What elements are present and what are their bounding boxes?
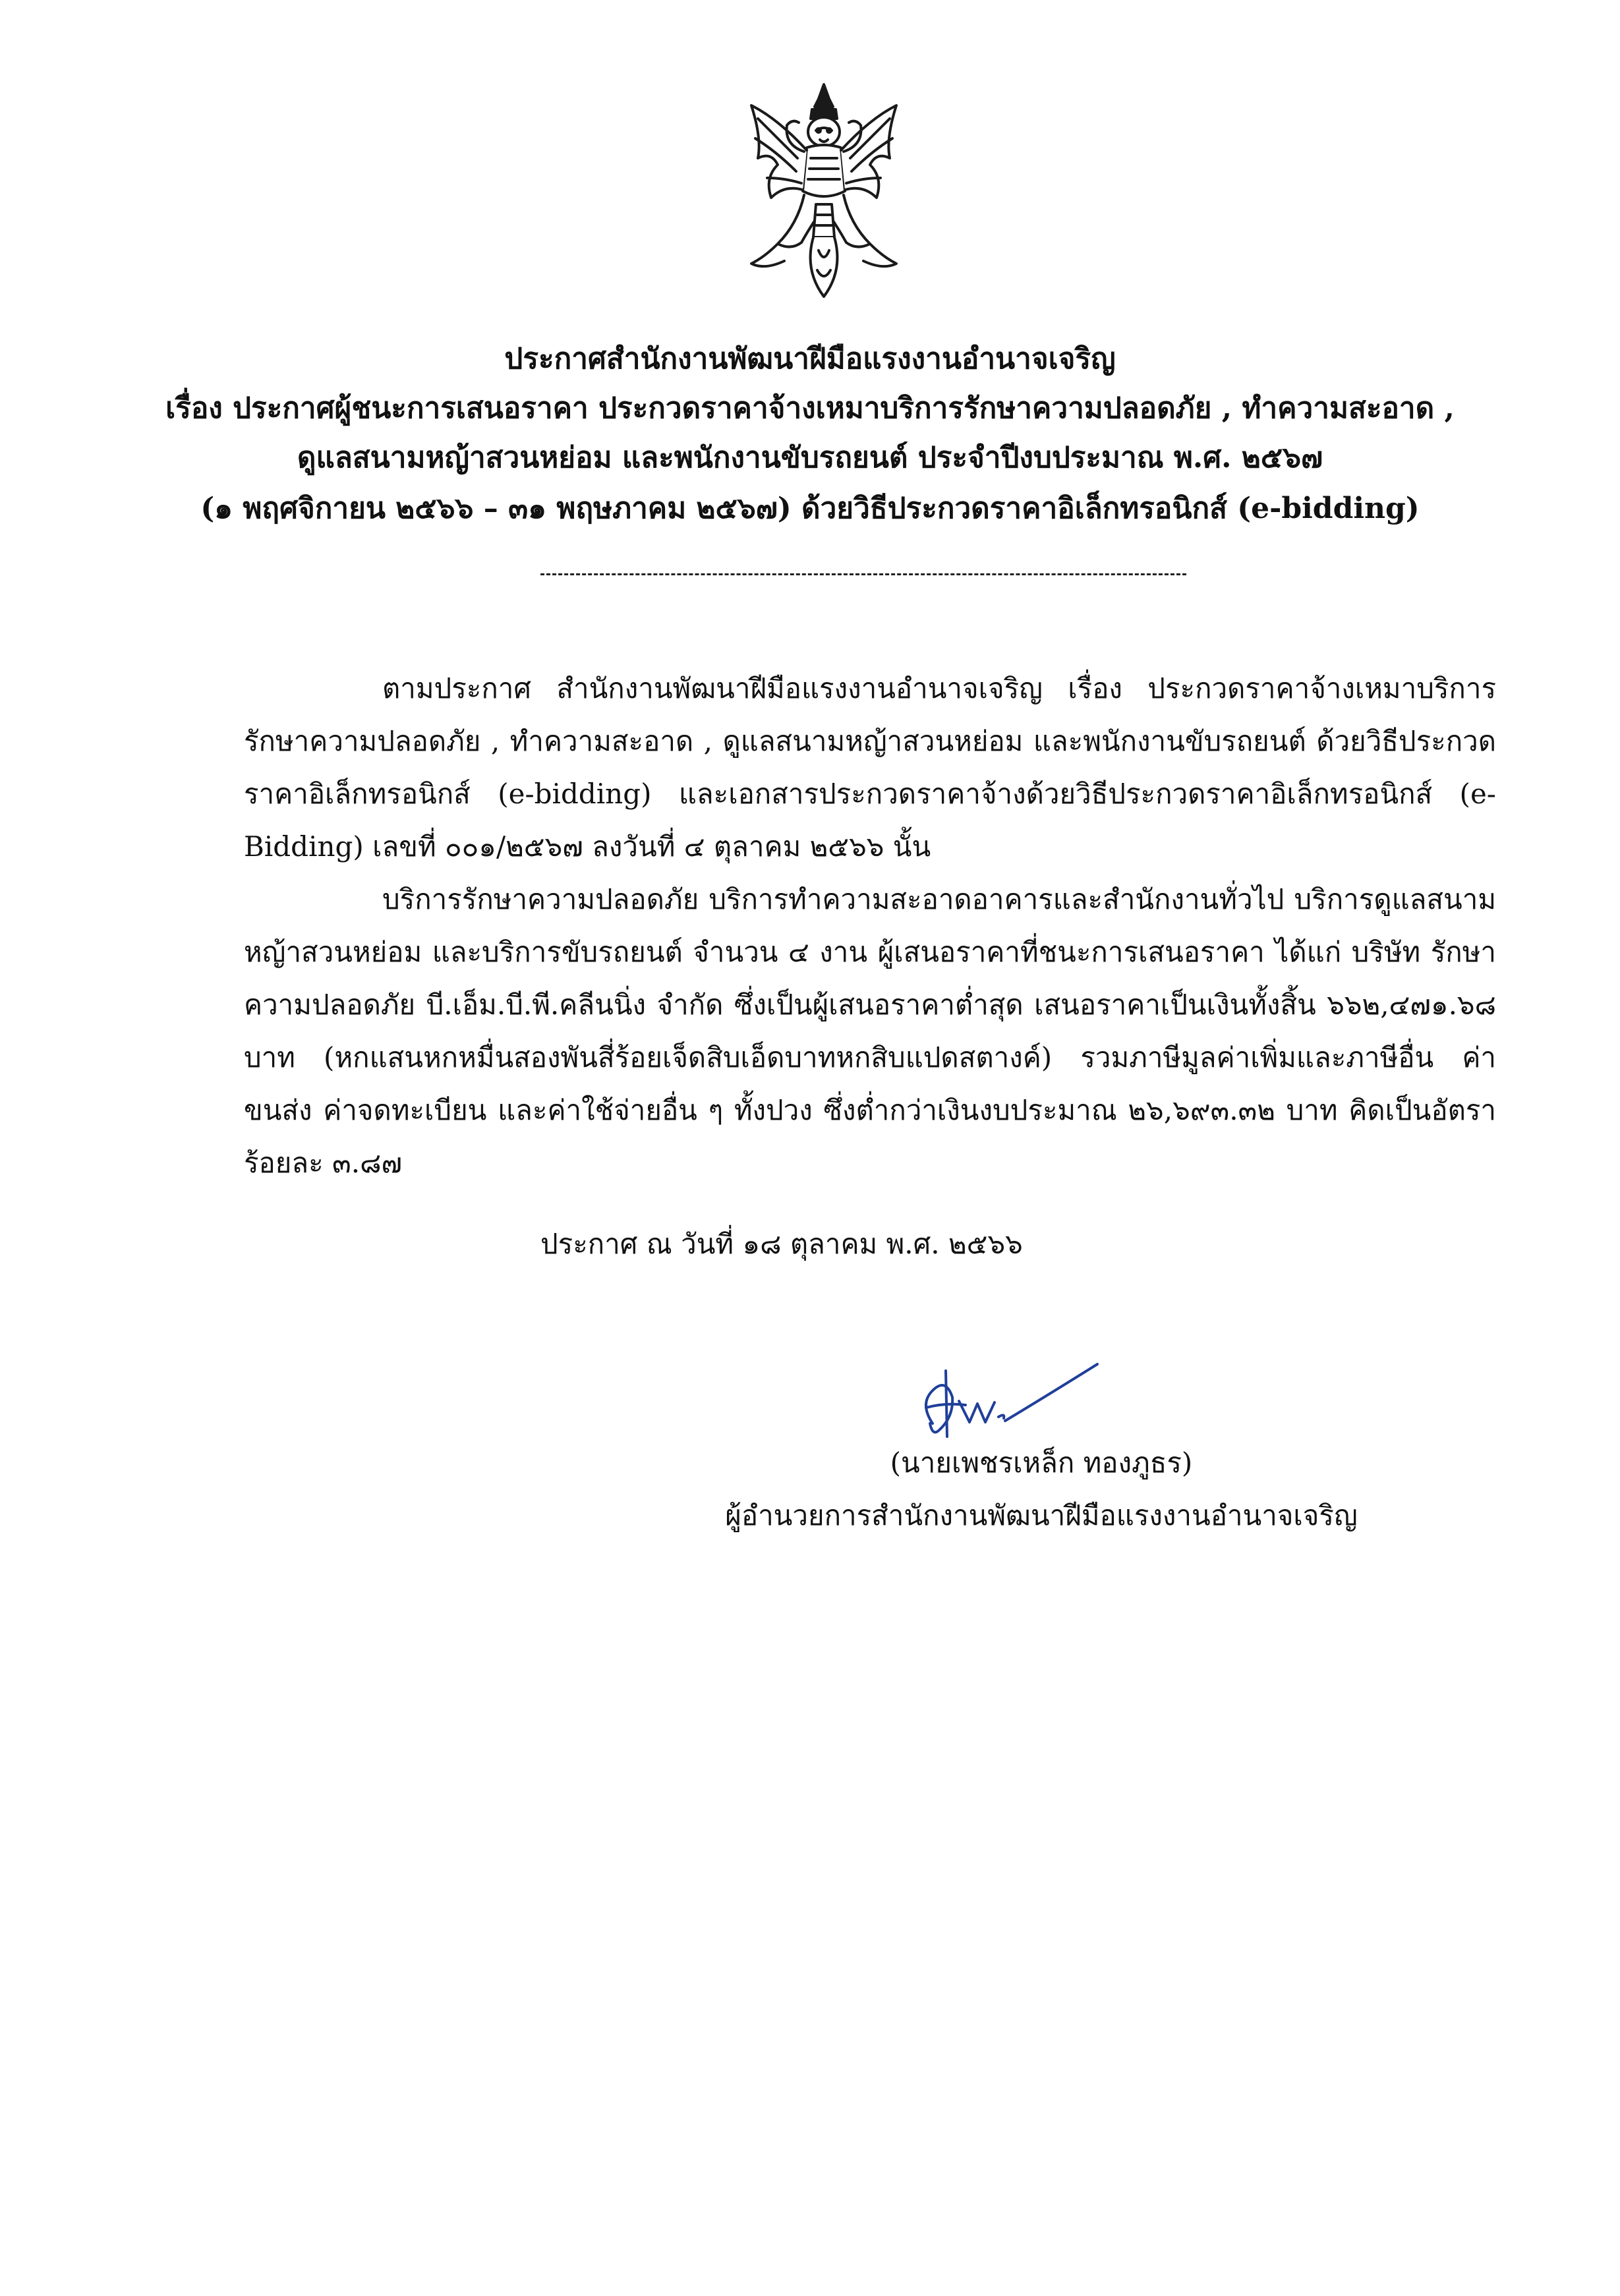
- signer-name: (นายเพชรเหล็ก ทองภูธร): [890, 1447, 1193, 1479]
- body-paragraph-award: [244, 873, 1496, 1190]
- announcement-date: ประกาศ ณ วันที่ ๑๘ ตุลาคม พ.ศ. ๒๕๖๖: [540, 1228, 1023, 1260]
- announcement-subject-line-3: (๑ พฤศจิกายน ๒๕๖๖ – ๓๑ พฤษภาคม ๒๕๖๗) ด้วยวิธีประกวดราคาอิเล็กทรอนิกส์ (e-bidding): [200, 492, 1420, 525]
- announcement-subject-line-1: เรื่อง ประกาศผู้ชนะการเสนอราคา ประกวดราคาจ้างเหมาบริการรักษาความปลอดภัย , ทำความสะอาด ,: [165, 391, 1455, 425]
- paragraph-1-text: ตามประกาศ สำนักงานพัฒนาฝีมือแรงงานอำนาจเจริญ เรื่อง ประกวดราคาจ้างเหมาบริการรักษาความปลอดภัย , ทำความสะอาด , ดูแลสนามหญ้าสวนหย่อม และพนักงานขับรถยนต์ ด้วยวิธีประกวดราคาอิเล็กทรอนิกส์ (e-bidding) และเอกสารประกวดราคาจ้างด้วยวิธีประกวดราคาอิเล็กทรอนิกส์ (e-Bidding) เลขที่ ๐๐๑/๒๕๖๗ ลงวันที่ ๔ ตุลาคม ๒๕๖๖ นั้น: [244, 672, 1496, 863]
- body-paragraph-reference: [244, 662, 1496, 873]
- handwritten-signature-icon: [906, 1344, 1104, 1450]
- paragraph-2-text: บริการรักษาความปลอดภัย บริการทำความสะอาดอาคารและสำนักงานทั่วไป บริการดูแลสนามหญ้าสวนหย่อม และบริการขับรถยนต์ จำนวน ๔ งาน ผู้เสนอราคาที่ชนะการเสนอราคา ได้แก่ บริษัท รักษาความปลอดภัย บี.เอ็ม.บี.พี.คลีนนิ่ง จำกัด ซึ่งเป็นผู้เสนอราคาต่ำสุด เสนอราคาเป็นเงินทั้งสิ้น ๖๖๒,๔๗๑.๖๘ บาท (หกแสนหกหมื่นสองพันสี่ร้อยเจ็ดสิบเอ็ดบาทหกสิบแปดสตางค์) รวมภาษีมูลค่าเพิ่มและภาษีอื่น ค่าขนส่ง ค่าจดทะเบียน และค่าใช้จ่ายอื่น ๆ ทั้งปวง ซึ่งต่ำกว่าเงินงบประมาณ ๒๖,๖๙๓.๓๒ บาท คิดเป็นอัตราร้อยละ ๓.๘๗: [244, 883, 1496, 1179]
- dashed-divider: [540, 573, 1186, 575]
- signer-title: ผู้อำนวยการสำนักงานพัฒนาฝีมือแรงงานอำนาจเจริญ: [725, 1499, 1358, 1532]
- announcement-heading: ประกาศสำนักงานพัฒนาฝีมือแรงงานอำนาจเจริญ: [504, 342, 1116, 376]
- announcement-subject-line-2: ดูแลสนามหญ้าสวนหย่อม และพนักงานขับรถยนต์ ประจำปีงบประมาณ พ.ศ. ๒๕๖๗: [297, 441, 1323, 474]
- garuda-emblem-icon: [738, 79, 910, 303]
